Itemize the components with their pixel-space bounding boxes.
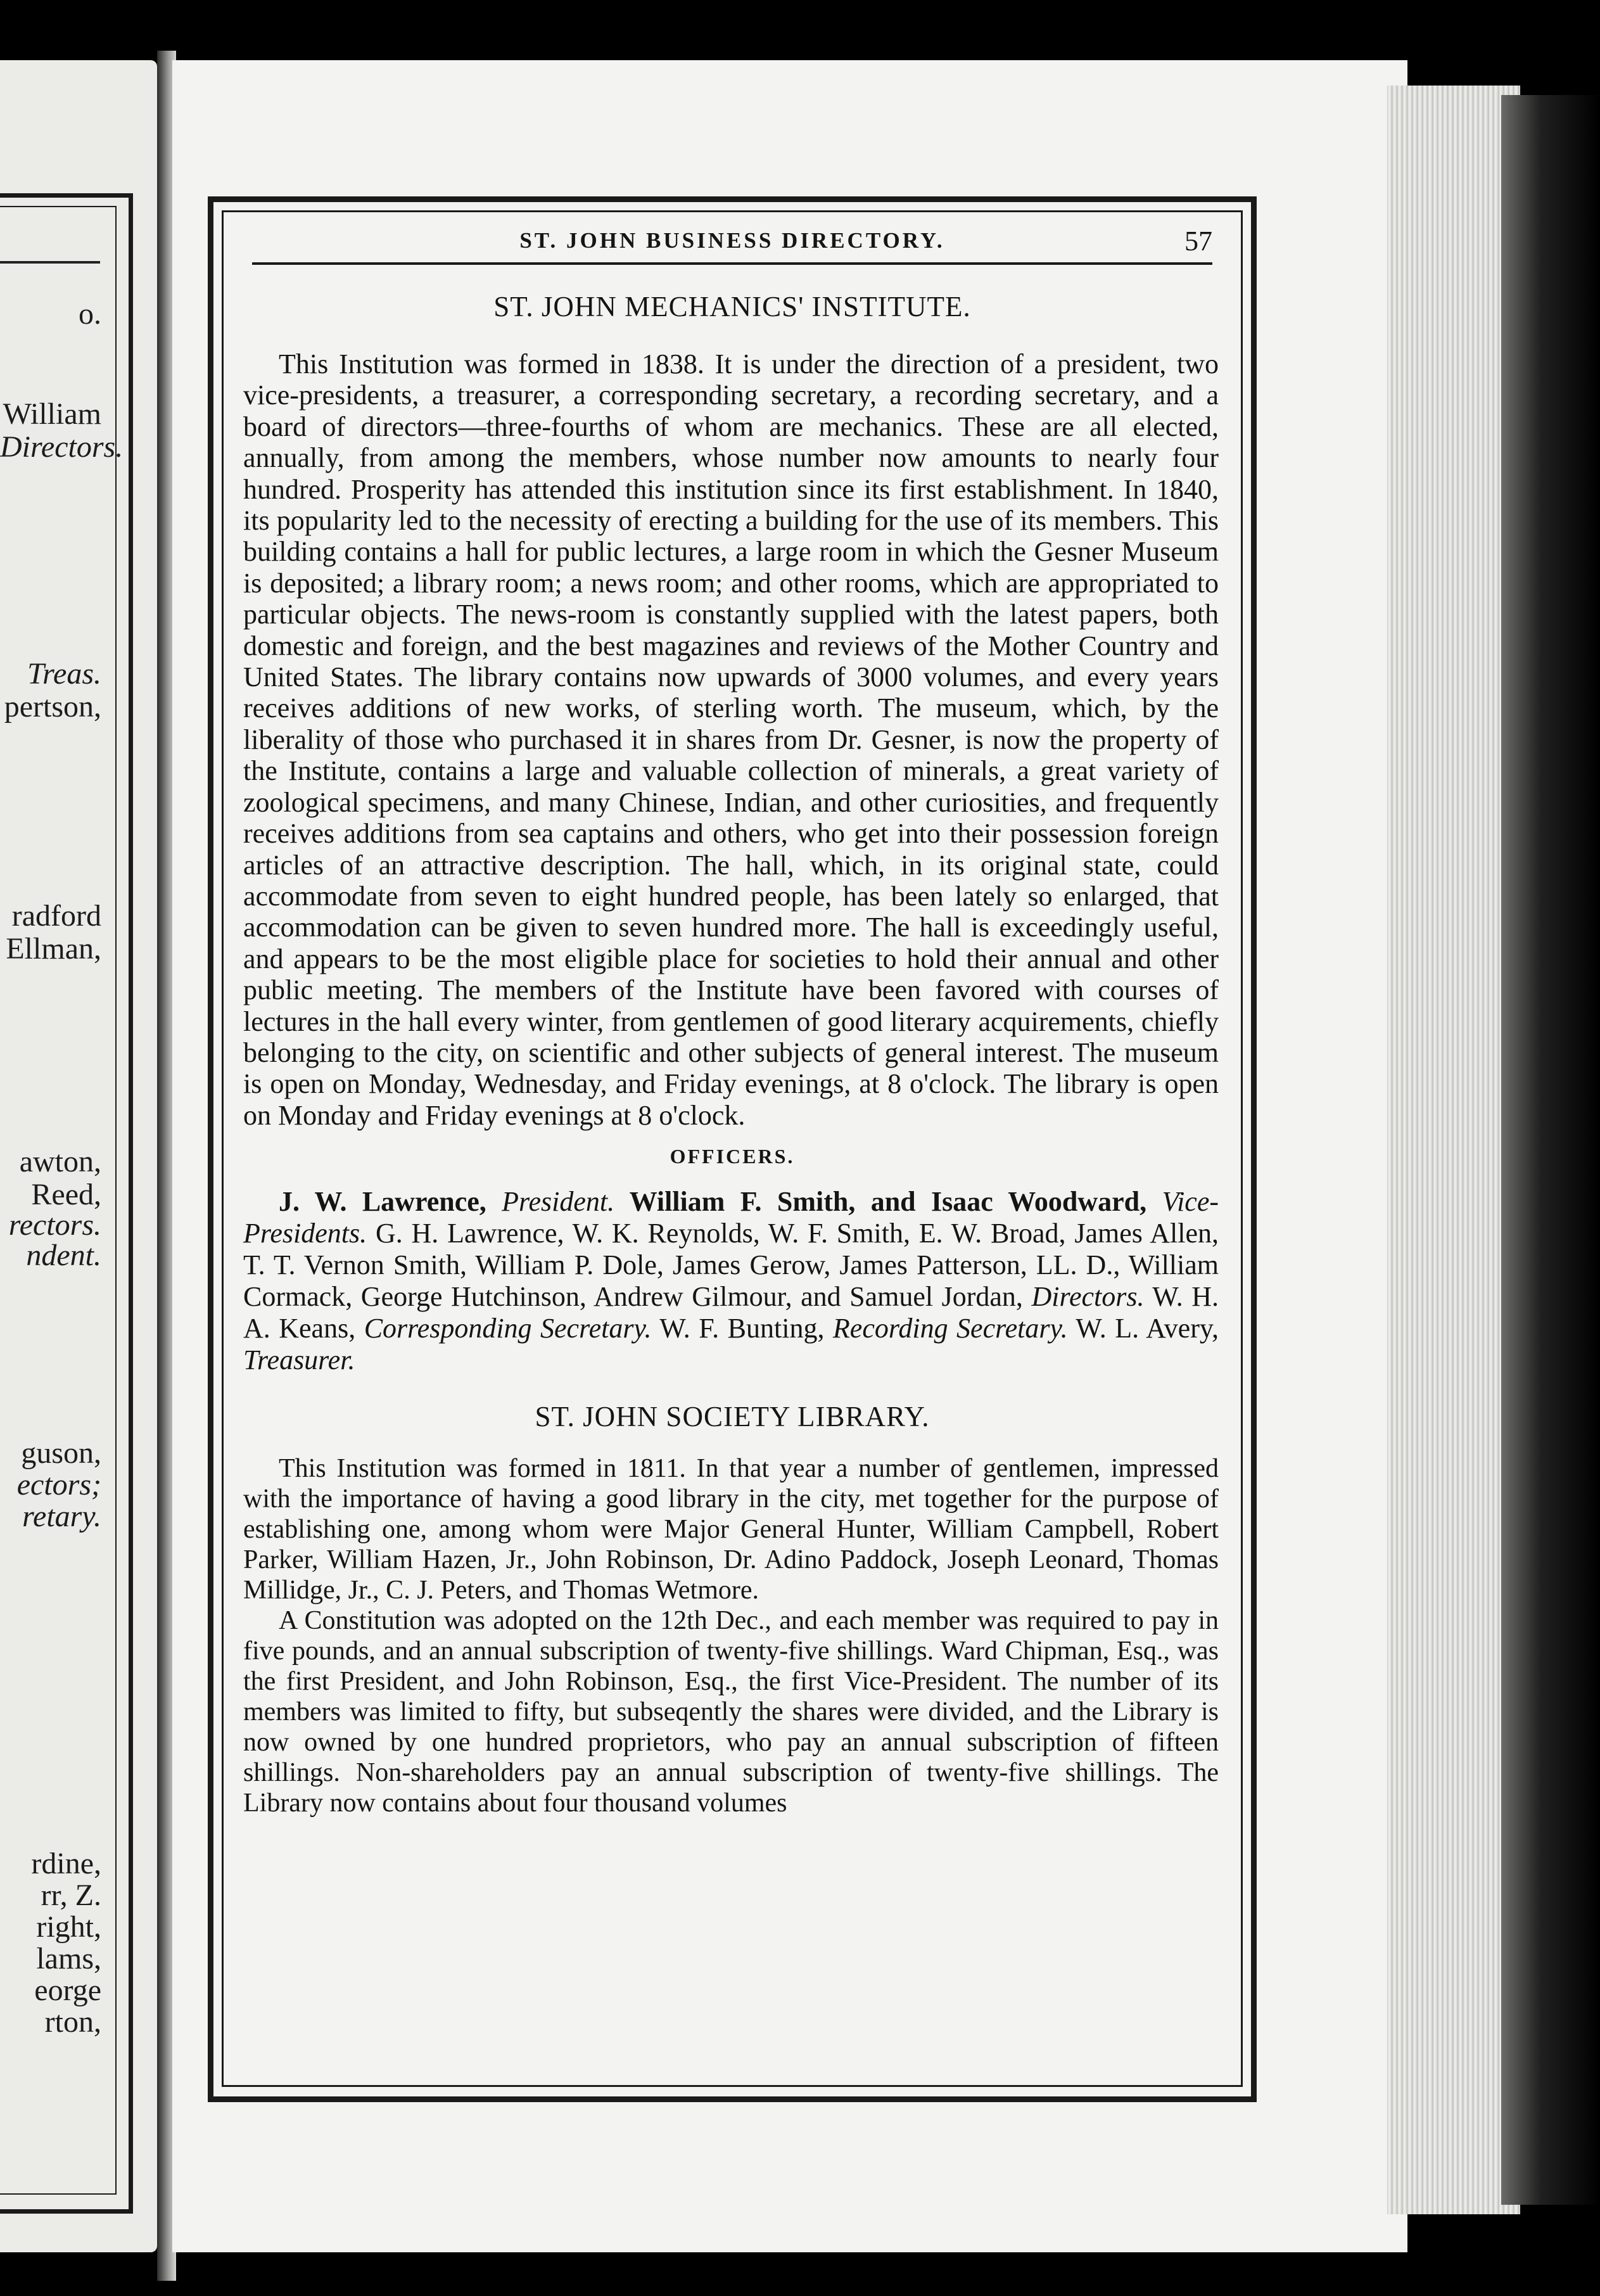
officers-run: Vice-Presidents. xyxy=(243,1186,1219,1249)
page-content xyxy=(233,223,1231,2073)
left-page-fragment: guson, xyxy=(21,1436,101,1470)
officers-run: W. F. Bunting, xyxy=(651,1313,833,1344)
institute-body: This Institution was formed in 1838. It is under the direction of a president, two vice-presidents, a treasurer, a corresponding secretary, a recording secretary, and a board of directors—three-fourths of whom are mechanics. These are all elected, annually, from among the members, whose number now amounts to nearly four hundred. Prosperity has attended this institution since its first establishment. In 1840, its popularity led to the necessity of erecting a building for the use of its members. This building contains a hall for public lectures, a large room in which the Gesner Museum is deposited; a library room; a news room; and other rooms, which are appropriated to particular objects. The news-room is constantly supplied with the latest papers, both domestic and foreign, and the best magazines and reviews of the Mother Country and United States. The library contains now upwards of 3000 volumes, and every years receives additions of new works, of sterling worth. The museum, which, by the liberality of those who purchased it in shares from Dr. Gesner, is now the property of the Institute, contains a large and valuable collection of minerals, a great variety of zoological specimens, and many Chinese, Indian, and other curiosities, and frequently receives additions from sea captains and others, who get into their possession foreign articles of an attractive description. The hall, which, in its original state, could accommodate from seven to eight hundred people, has been lately so enlarged, that accommodation can be given to seven hundred more. The hall is exceedingly useful, and appears to be the most eligible place for societies to hold their annual and other public meeting. The members of the Institute have been favored with courses of lectures in the hall every winter, from gentlemen of good literary acquirements, chiefly belonging to the city, on scientific and other subjects of general interest. The museum is open on Monday, Wednesday, and Friday evenings, at 8 o'clock. The library is open on Monday and Friday evenings at 8 o'clock. xyxy=(243,348,1219,1131)
left-page-fragment: rectors. xyxy=(8,1208,101,1242)
officers-run: W. L. Avery, xyxy=(1067,1313,1219,1344)
left-page-fragment: pertson, xyxy=(4,690,101,724)
left-page-fragment: rdine, xyxy=(31,1847,101,1880)
left-page-fragment: radford xyxy=(11,899,101,933)
left-page-fragment: Directors. xyxy=(0,430,124,464)
page-number: 57 xyxy=(1184,226,1212,257)
running-title: ST. JOHN BUSINESS DIRECTORY. xyxy=(519,228,945,253)
officers-run: Directors. xyxy=(1031,1281,1145,1313)
officers-run: Treasurer. xyxy=(243,1344,355,1376)
left-page-fragment: eorge xyxy=(34,1974,101,2007)
library-paragraph-2: A Constitution was adopted on the 12th Dec., and each member was required to pay in five pounds, and an annual subscription of twenty-five shillings. Ward Chipman, Esq., was the first President, and John Robinson, Esq., the first Vice-President. The number of its members was limited to fifty, but subseqently the shares were divided, and the Library is now owned by one hundred proprietors, who pay an annual subscription of fifteen shillings. Non-shareholders pay an annual subscription of twenty-five shillings. The Library now contains about four thousand volumes xyxy=(243,1606,1219,1818)
left-page-fragment: ectors; xyxy=(16,1468,101,1502)
institute-title: ST. JOHN MECHANICS' INSTITUTE. xyxy=(493,291,971,322)
officers-run: Corresponding Secretary. xyxy=(364,1313,652,1344)
left-page-fragment: Ellman, xyxy=(6,932,101,966)
running-header xyxy=(252,223,1212,265)
officers-run: W. H. A. Keans, xyxy=(243,1281,1219,1344)
officers-run: William F. Smith, and Isaac Woodward, xyxy=(614,1186,1162,1218)
officers-run: President. xyxy=(502,1186,615,1218)
officers-run: Recording Secretary. xyxy=(832,1313,1068,1344)
left-page-fragment: William xyxy=(3,397,101,431)
officers-run: J. W. Lawrence, xyxy=(279,1186,502,1218)
left-page-fragment: ndent. xyxy=(26,1239,101,1272)
left-page-fragment: retary. xyxy=(22,1500,101,1533)
library-paragraph-1: This Institution was formed in 1811. In that year a number of gentlemen, impressed with the importance of having a good library in the city, met together for the purpose of establishing one, among whom were Major General Hunter, William Campbell, Robert Parker, William Hazen, Jr., John Robinson, Dr. Adino Paddock, Joseph Leonard, Thomas Millidge, Jr., C. J. Peters, and Thomas Wetmore. xyxy=(243,1454,1219,1605)
library-title: ST. JOHN SOCIETY LIBRARY. xyxy=(535,1401,930,1433)
left-page-fragment: lams, xyxy=(36,1942,101,1975)
left-page-fragment: Treas. xyxy=(27,657,101,691)
left-page-fragment: rton, xyxy=(44,2005,101,2039)
left-page-fragment: awton, xyxy=(19,1145,101,1178)
left-page-rule xyxy=(0,261,100,264)
officers-list xyxy=(243,1186,1219,1376)
left-page-fragment: o. xyxy=(79,297,101,331)
book-edge-shadow xyxy=(1501,95,1600,2205)
page-edges xyxy=(1387,86,1520,2214)
left-page-fragment: rr, Z. xyxy=(41,1878,101,1912)
left-page-fragment: Reed, xyxy=(31,1178,101,1211)
left-page-fragment: right, xyxy=(36,1910,101,1944)
officers-label: OFFICERS. xyxy=(670,1145,795,1168)
officers-run: G. H. Lawrence, W. K. Reynolds, W. F. Smith, E. W. Broad, James Allen, T. T. Vernon Smith, William P. Dole, James Gerow, James Patterson, LL. D., William Cormack, George Hutchinson, Andrew Gilmour, and Samuel Jordan, xyxy=(243,1218,1219,1313)
